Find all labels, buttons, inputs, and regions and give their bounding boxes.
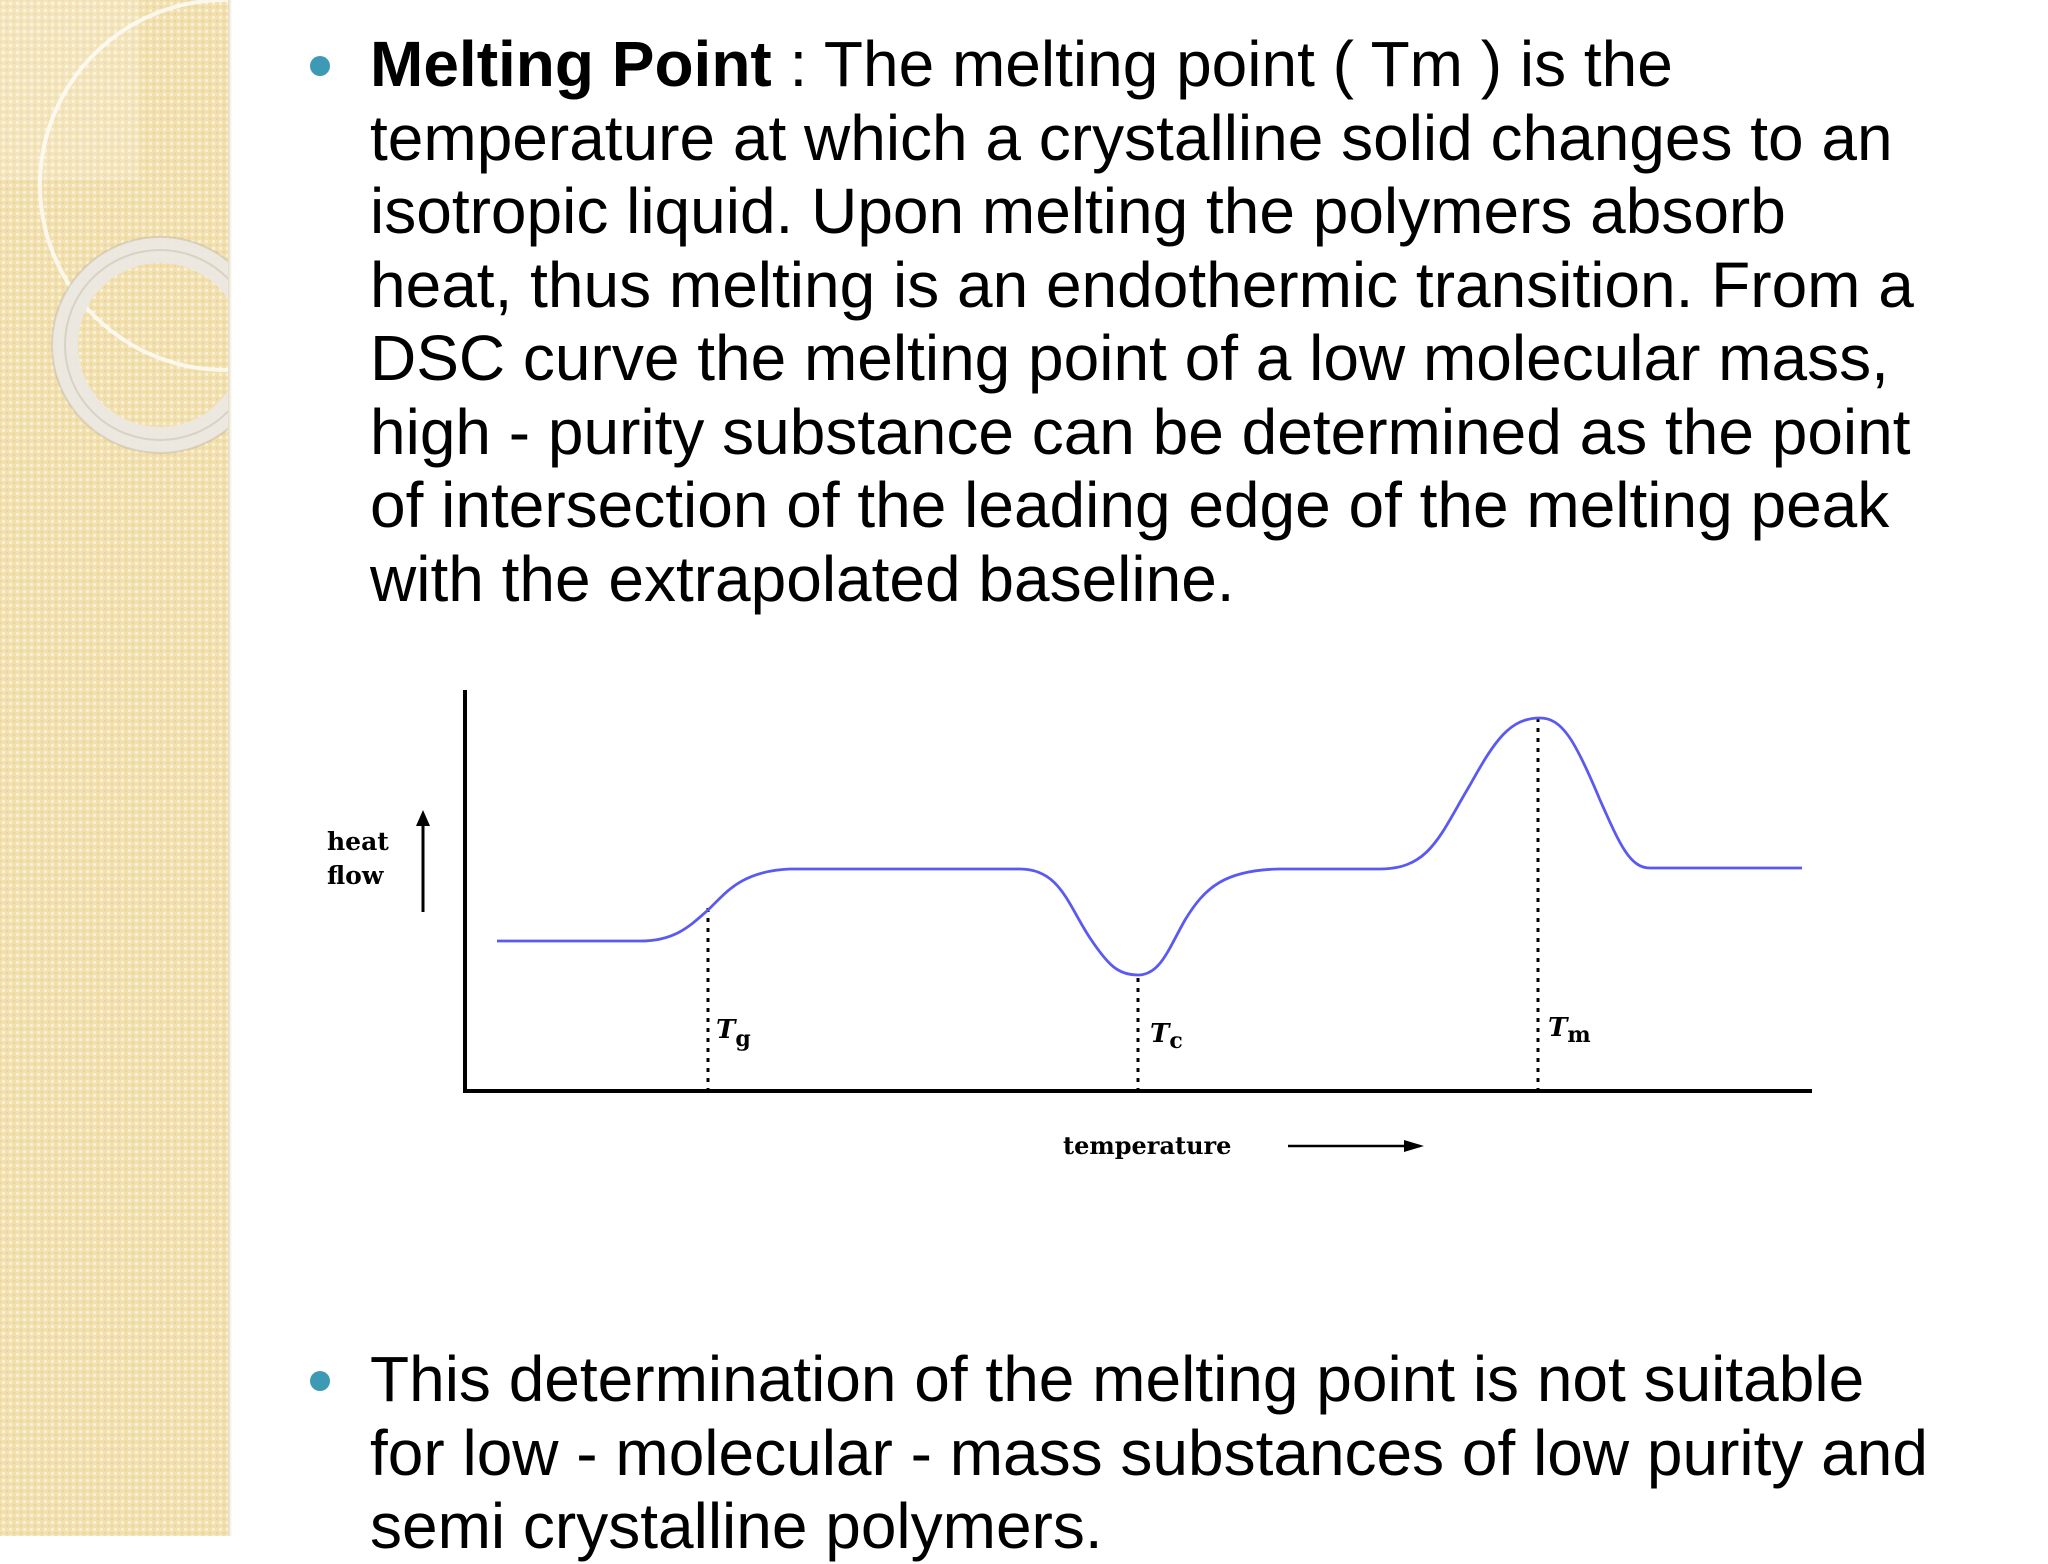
bullet-2-text: This determination of the melting point is not suitable for low - molecular - mass substances of low purity and semi crystalline polymers. [370, 1343, 1928, 1562]
dsc-curve [497, 718, 1802, 975]
bullet-paragraph-1 [370, 28, 1940, 616]
sidebar-edge [228, 0, 232, 1536]
tc-label-main: T [1150, 1019, 1170, 1049]
term-melting-point: Melting Point [370, 28, 772, 100]
dsc-chart [300, 680, 1820, 1220]
melting-point-definition: : The melting point ( Tm ) is the temperature at which a crystalline solid changes to an isotropic liquid. Upon melting the polymers absorb heat, thus melting is an endothermic transition. From a DSC curve the melting point of a low molecular mass, high - purity substance can be determined as the point of intersection of the leading edge of the melting peak with the extrapolated baseline. [370, 28, 1914, 615]
y-label-line-1: heat [327, 827, 389, 856]
bullet-marker-1 [310, 56, 330, 76]
tc-label [1150, 1019, 1183, 1054]
decorative-rings [0, 0, 228, 1536]
tm-label-main: T [1548, 1013, 1568, 1043]
tm-label [1548, 1013, 1591, 1048]
bullet-paragraph-2 [370, 1343, 1940, 1564]
tg-label-sub: g [735, 1026, 751, 1052]
decorative-sidebar [0, 0, 228, 1536]
y-label-line-2: flow [327, 861, 384, 890]
tg-label [716, 1015, 751, 1052]
x-label-arrow-head [1404, 1140, 1424, 1152]
x-axis-label: temperature [1063, 1131, 1232, 1160]
tc-label-sub: c [1169, 1028, 1183, 1054]
tg-label-main: T [716, 1015, 736, 1045]
y-label-arrow-head [416, 810, 430, 826]
tm-label-sub: m [1567, 1022, 1591, 1048]
bullet-marker-2 [310, 1371, 330, 1391]
